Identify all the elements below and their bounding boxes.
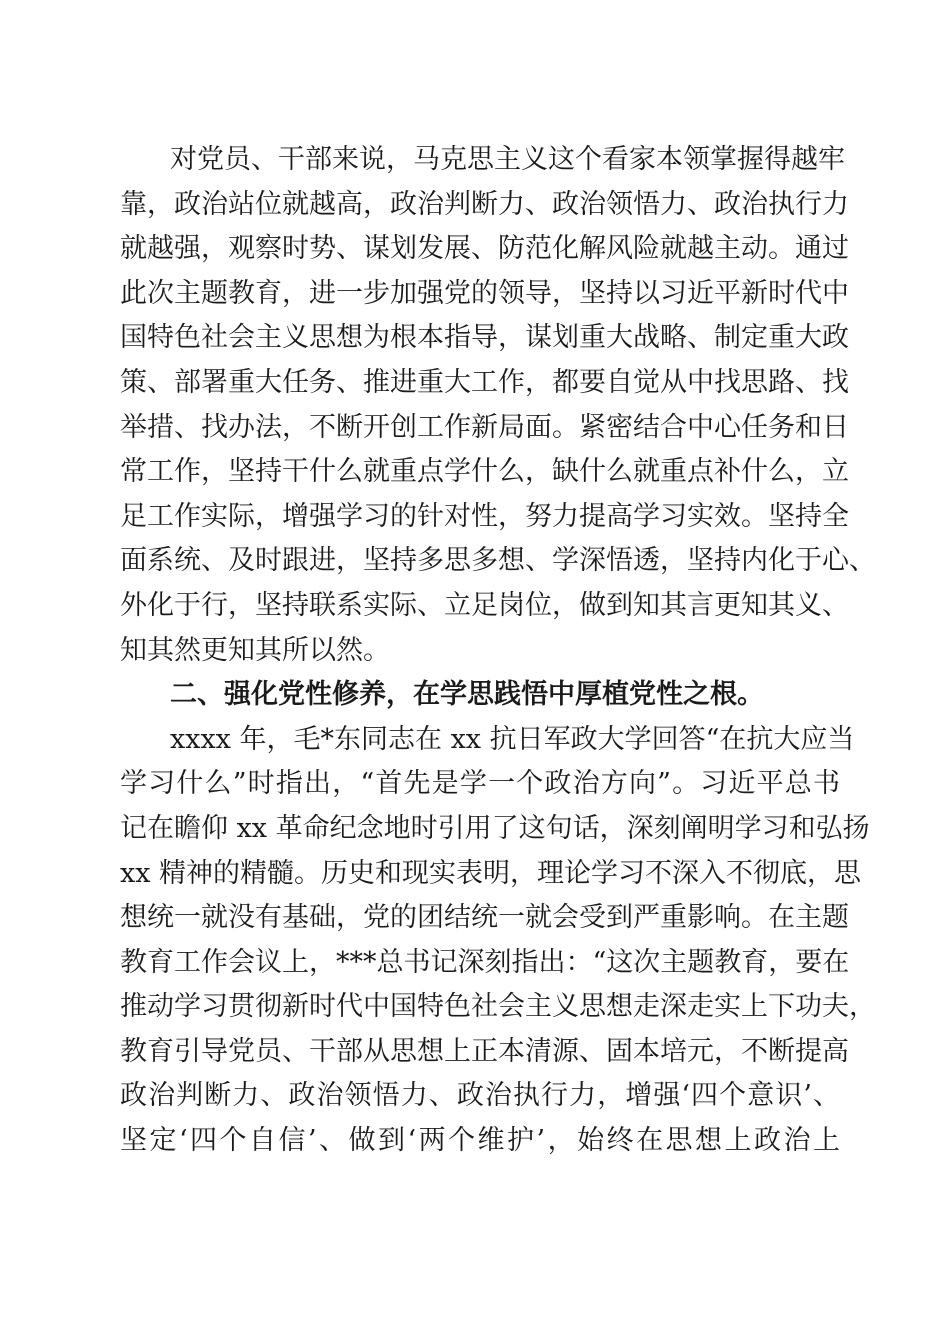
paragraph-line: 坚定‘四个自信’、做到‘两个维护’，始终在思想上政治上 <box>120 1125 840 1157</box>
paragraph-line: 政治判断力、政治领悟力、政治执行力，增强‘四个意识’、 <box>120 1080 840 1112</box>
paragraph-line: 此次主题教育，进一步加强党的领导，坚持以习近平新时代中 <box>120 277 849 309</box>
paragraph-1 <box>120 138 876 673</box>
paragraph-line: xx 精神的精髓。历史和现实表明，理论学习不深入不彻底，思 <box>120 857 862 889</box>
paragraph-line: 足工作实际，增强学习的针对性，努力提高学习实效。坚持全 <box>120 500 849 532</box>
paragraph-line: 外化于行，坚持联系实际、立足岗位，做到知其言更知其义、 <box>120 589 849 621</box>
paragraph-line: 推动学习贯彻新时代中国特色社会主义思想走深走实上下功夫， <box>120 991 876 1023</box>
paragraph-line: 面系统、及时跟进，坚持多思多想、学深悟透，坚持内化于心、 <box>120 545 876 577</box>
paragraph-line: 想统一就没有基础，党的团结统一就会受到严重影响。在主题 <box>120 902 849 934</box>
paragraph-line: 举措、找办法，不断开创工作新局面。紧密结合中心任务和日 <box>120 411 849 443</box>
document-body <box>120 138 876 1164</box>
paragraph-line: 国特色社会主义思想为根本指导，谋划重大战略、制定重大政 <box>120 322 849 354</box>
paragraph-line: 靠，政治站位就越高，政治判断力、政治领悟力、政治执行力 <box>120 188 849 220</box>
paragraph-2 <box>120 718 876 1164</box>
paragraph-line: 教育引导党员、干部从思想上正本清源、固本培元，不断提高 <box>120 1035 849 1067</box>
paragraph-line: 教育工作会议上，***总书记深刻指出：“这次主题教育，要在 <box>120 946 850 978</box>
paragraph-line: xxxx 年，毛*东同志在 xx 抗日军政大学回答“在抗大应当 <box>170 723 855 755</box>
paragraph-line: 记在瞻仰 xx 革命纪念地时引用了这句话，深刻阐明学习和弘扬 <box>120 812 870 844</box>
paragraph-line: 知其然更知其所以然。 <box>120 634 390 666</box>
paragraph-line: 策、部署重大任务、推进重大工作，都要自觉从中找思路、找 <box>120 366 849 398</box>
paragraph-line: 就越强，观察时势、谋划发展、防范化解风险就越主动。通过 <box>120 233 849 265</box>
section-heading: 二、强化党性修养，在学思践悟中厚植党性之根。 <box>170 679 764 711</box>
paragraph-line: 对党员、干部来说，马克思主义这个看家本领掌握得越牢 <box>170 144 845 175</box>
paragraph-line: 学习什么”时指出，“首先是学一个政治方向”。习近平总书 <box>120 768 840 800</box>
paragraph-line: 常工作，坚持干什么就重点学什么，缺什么就重点补什么，立 <box>120 456 849 488</box>
